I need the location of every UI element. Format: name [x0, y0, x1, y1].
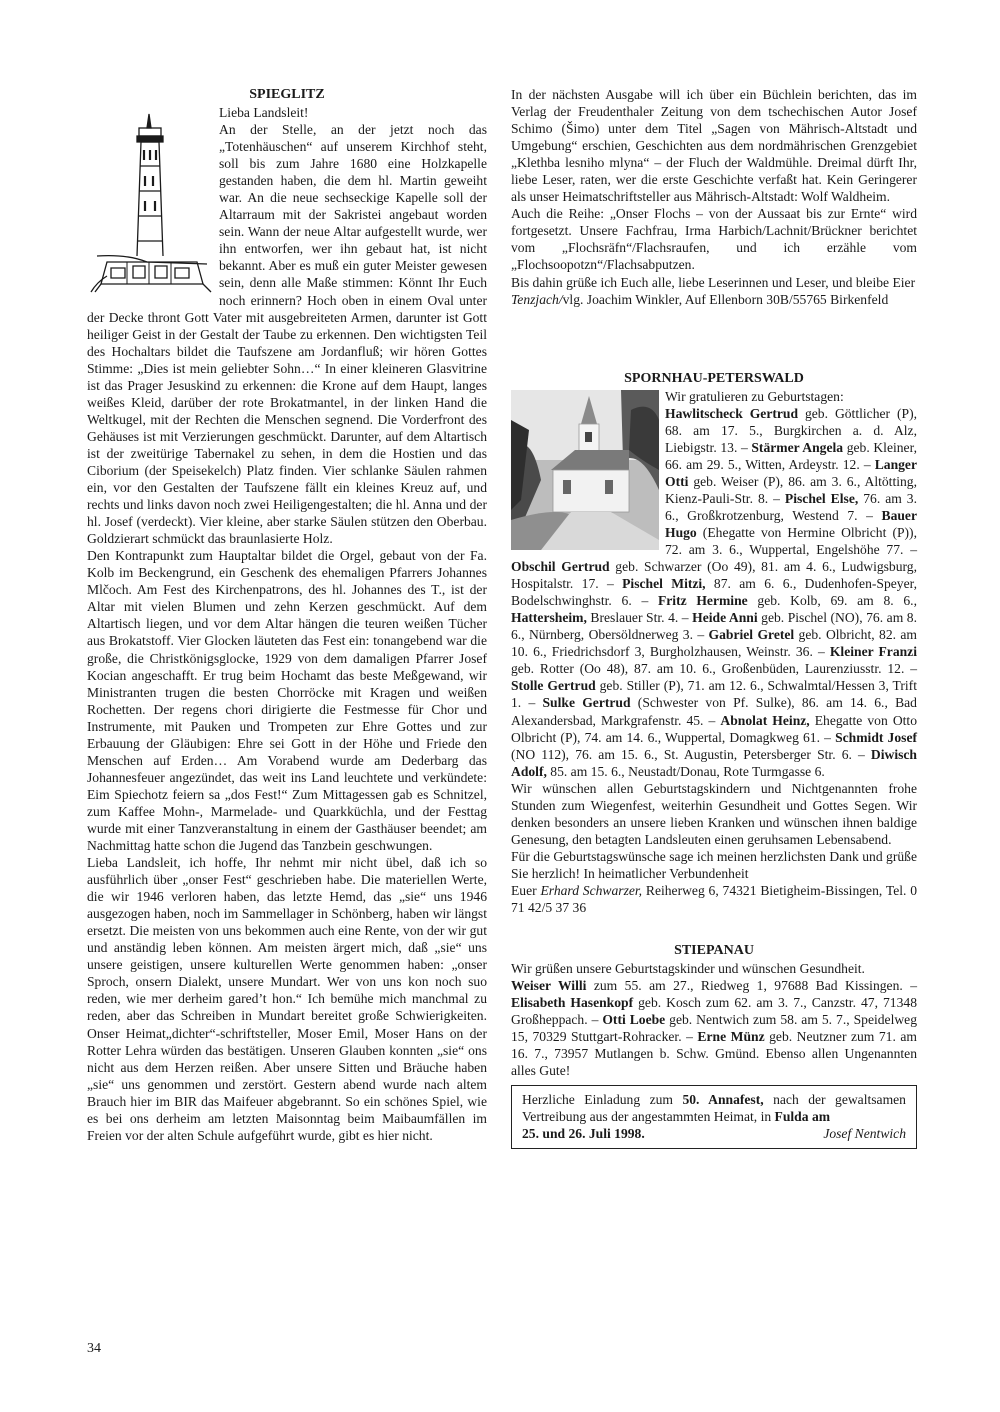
birthday-details: geb. Olbricht, 82. am 10. 6., Friedrichsdorf 3, Burgholzhausen, Weinstr. 36. – — [511, 627, 917, 660]
birthday-name: Kleiner Franzi — [829, 644, 917, 660]
birthday-details: (Schwester von Pf. Sulke), 86. am 14. 6., Bad Alexandersbad, Markgrafenstr. 45. – — [511, 695, 917, 728]
spieglitz-greeting: Lieba Landsleit! — [219, 105, 309, 120]
birthday-name: Sulke Gertrud — [542, 695, 631, 711]
birthday-name: Abnolat Heinz, — [720, 712, 810, 728]
birthday-name: Heide Anni — [692, 610, 758, 626]
church-photo-icon — [511, 390, 659, 550]
right-column — [511, 86, 917, 1149]
section-gap — [511, 308, 917, 370]
spieglitz-signature-name: Tenzjach/ — [511, 291, 563, 307]
spornhau-thanks: Für die Geburtstagswünsche sage ich meinen herzlichsten Dank und grüße Sie herzlich! In heimatlicher Verbundenheit — [511, 848, 917, 881]
page-number: 34 — [87, 1341, 101, 1356]
birthday-details: geb. Weiser (P), 86. am 3. 6., Altötting, Kienz-Pauli-Str. 8. – — [665, 473, 917, 506]
stiepanau-intro: Wir grüßen unsere Geburtstagskinder und wünschen Gesundheit. — [511, 961, 865, 977]
spieglitz-signature — [511, 291, 917, 308]
notice-signature: Josef Nentwich — [823, 1126, 906, 1142]
notice-footer — [522, 1125, 906, 1142]
birthday-details: (NO 112), 76. am 15. 6., St. Augustin, Petersberger Str. 6. – — [511, 746, 871, 762]
notice-text-2: nach der gewaltsamen Vertreibung aus der angestammten Heimat, in — [522, 1092, 906, 1125]
spieglitz-paragraph-1: An der Stelle, an der jetzt noch das „Totenhäuschen“ auf unserem Kirchhof steht, soll bis zum Jahre 1680 eine Holzkapelle gestanden haben, die dem hl. Martin geweiht war. An die neue sechseckige Kapelle soll der Altarraum mit der Sakristei angebaut worden sein. Wann der neue Altar aufgestellt wurde, wer ihn entworfen, wer ihn gebaut hat, ist nicht bekannt. Aber es muß ein guter Meister gewesen sein, denn alle Maße stimmen: Könnt Ihr Euch noch erinnern? Hoch oben in einem Oval unter der Decke thront Gott Vater mit ausgebreiteten Armen, darunter ist Gott heiliger Geist in der Gestalt der Taube zu erkennen. Den wichtigsten Teil des Hochaltars bildet die Taufszene am Jordanfluß; wir hören Gottes Stimme: „Dies ist mein geliebter Sohn…“ In einer kleineren Glasvitrine ist das Prager Jesuskind zu erkennen: die Krone auf dem Haupt, langes weißes Kleid, darüber der rote Brokatmantel, in der linken Hand die Weltkugel, mit der Rechten die Menschen segnend. Die Vorderfront des Gehäuses ist mit Verzierungen geschmückt. Darunter, auf dem Altartisch ist der zweitürige Tabernakel zu sehen, in dem die Hostien und das Ciborium (der Speisekelch) Platz finden. Vier schlanke Säulen rahmen ein, vor den Gestalten der Taufszene fällt ein kleines Kreuz auf, und rechts und links davon noch zwei Heiligengestalten; die hl. Anna und der hl. Josef (verdeckt). Vier kleine, aber starke Säulen stützen den Oberbau. Goldzierart schmückt das braunlasierte Holz. — [87, 122, 487, 547]
annafest-notice — [511, 1085, 917, 1149]
birthday-details: Breslauer Str. 4. – — [586, 610, 693, 626]
spornhau-signature-address: Reiherweg 6, 74321 Bietigheim-Bissingen, Tel. 0 71 42/5 37 36 — [511, 882, 917, 916]
birthday-details: geb. Kleiner, 66. am 29. 5., Witten, Ardeystr. 12. – — [665, 439, 917, 472]
birthday-details: geb. Schwarzer (Oo 49), 81. am 4. 6., Ludwigsburg, Hospitalstr. 17. – — [511, 559, 918, 592]
notice-event: 50. Annafest, — [682, 1092, 764, 1108]
birthday-name: Elisabeth Hasenkopf — [511, 995, 634, 1011]
spieglitz-paragraph-5: Auch die Reihe: „Onser Flochs – von der Aussaat bis zur Ernte“ wird fortgesetzt. Unsere Fachfrau, Irma Harbich/Lachnit/Brückner berichtet vom „Flochsräfn“/Flachsraufen, und ich erzähle vom „Flochsoopotzn“/Flachsabputzen. — [511, 206, 917, 273]
notice-date: 25. und 26. Juli 1998. — [522, 1126, 645, 1142]
birthday-name: Pischel Else, — [784, 490, 859, 506]
notice-text-1: Herzliche Einladung zum — [522, 1092, 683, 1108]
spieglitz-signature-address: vlg. Joachim Winkler, Auf Ellenborn 30B/55765 Birkenfeld — [562, 291, 889, 307]
birthday-name: Hattersheim, — [511, 610, 587, 626]
birthday-name: Langer Otti — [665, 456, 917, 489]
birthday-details: geb. Göttlicher (P), 68. am 17. 5., Burgkirchen a. d. Alz, Liebigstr. 13. – — [665, 405, 917, 455]
birthday-details: geb. Neutzner zum 71. am 16. 7., 73957 Mutlangen b. Schw. Gmünd. Ebenso allen Ungenannten alles Gute! — [511, 1029, 917, 1079]
heading-stiepanau: STIEPANAU — [674, 943, 754, 959]
spieglitz-paragraph-2: Den Kontrapunkt zum Hauptaltar bildet die Orgel, gebaut von der Fa. Kolb im Beckengrund, ein Geschenk des ehemaligen Pfarrers Johannes Mlčoch. Am Fest des Kirchenpatrons, des hl. Johannes des T., ist der Altar mit vielen Blumen und zehn Kerzen geschmückt. Auf dem Altartisch liegen, und vor dem Altar hängen die teuren weißen Tücher aus Brokatstoff. Vier Glocken läuteten das Fest ein: tonangebend war die große, die Christkönigsglocke, 1929 von dem damaligen Pfarrer Josef Kocian angeschafft. Er trug beim Hochamt das beste Meßgewand, wir Ministranten trugen die besten Chorröcke mit Kragen und weißen Rochetten. Der regens chori dirigierte die Festmesse für Chor und Instrumente, mit Pauken und Trompeten zur Ehre Gottes und zur Erbauung der Gläubigen: Ehre sei Gott in der Höhe und Friede den Menschen auf Erden… Am Vorabend wurde am Dederbarg das Johannesfeuer angezündet, das weit ins Land leuchtete und verkündete: Eim Spiechotz feiern sa „dos Fest!“ Zum Mittagessen gab es Schnitzel, zum Kaffee Mohn-, Marmelade- und Quarkküchla, und der Festtag wurde mit einer Tanzveranstaltung in einem der Gasthäuser beendet; am Nachmittag hatte schon die Jugend das Tanzbein geschwungen. — [87, 548, 487, 854]
birthday-name: Otti Loebe — [602, 1012, 666, 1028]
birthday-name: Fritz Hermine — [657, 593, 748, 609]
birthday-name: Hawlitscheck Gertrud — [665, 405, 799, 421]
spornhau-signature-prefix: Euer — [511, 882, 541, 898]
heading-spornhau-peterswald: SPORNHAU-PETERSWALD — [624, 370, 804, 386]
tower-illustration-icon — [87, 106, 213, 293]
birthday-name: Weiser Willi — [511, 978, 587, 994]
birthday-name: Stolle Gertrud — [511, 678, 596, 694]
stiepanau-birthday-list — [511, 977, 917, 1079]
birthday-details: geb. Kosch zum 62. am 3. 7., Canzstr. 47, 71348 Großheppach. – — [511, 995, 917, 1028]
spornhau-signature — [511, 882, 917, 916]
spieglitz-paragraph-3: Lieba Landsleit, ich hoffe, Ihr nehmt mir nicht übel, daß ich so ausführlich über „onser Fest“ geschrieben habe. Die materiellen Werte, die wir 1946 verloren haben, das letzte Hemd, das „sie“ uns 1946 ausgezogen haben, noch im Sammellager in Schönberg, haben wir längst ersetzt. Die meisten von uns bekommen auch eine Rente, von der wir gut und anständig leben können. Am meisten ärgert mich, daß „sie“ uns unsere geistigen, unsere kulturellen Werte genommen haben: „onser Sproch, onsern Dialekt, unsere Mundart. Wer von uns kon noch suo reden, wie mer derheim gared’t hon.“ Ich bemühe mich manchmal zu reden, aber das Schreiben in Mundart bereitet große Schwierigkeiten. Onser Heimat„dichter“-schriftsteller, Moser Emil, Moser Hans on der Rotter Lehra würden das bestätigen. Unseren Glauben konnten „sie“ ons nicht aus dem Herzen reißen. Aber unsere Sitten und Bräuche haben „sie“ uns genommen und zerstört. Gestern abend wurde nach altem Brauch hier im BIR das Maifeuer abgebrannt. So ein schönes Spiel, wie es bei ons derheim am letzten Maisonntag beim Maibaumfällen im Freien vor der alten Schule aufgeführt wurde, gibt es hier nicht. — [87, 855, 487, 1143]
birthday-details: geb. Stiller (P), 71. am 12. 6., Schwalmtal/Hessen 3, Trift 1. – — [511, 678, 917, 711]
heading-spieglitz: SPIEGLITZ — [249, 87, 325, 102]
left-column — [87, 86, 487, 1144]
birthday-details: zum 55. am 27., Riedweg 1, 97688 Bad Kissingen. – — [586, 978, 917, 994]
spornhau-signature-name: Erhard Schwarzer, — [540, 882, 643, 898]
spornhau-wishes: Wir wünschen allen Geburtstagskindern und Nichtgenannten frohe Stunden zum Wiegenfest, weiterhin Gesundheit und Gottes Segen. Wir denken besonders an unsere lieben Kranken und wünschen ihnen baldige Genesung, den betagten Landsleuten einen geruhsamen Lebensabend. — [511, 780, 917, 847]
birthday-details: geb. Nentwich zum 58. am 5. 7., Speidelweg 15, 70329 Stuttgart-Rohracker. – — [511, 1012, 918, 1045]
birthday-details: geb. Rotter (Oo 48), 87. am 10. 6., Großenbüden, Laurenziusstr. 12. – — [511, 661, 917, 677]
birthday-name: Schmidt Josef — [835, 729, 917, 745]
birthday-details: Ehegatte von Otto Olbricht (P), 74. am 14. 6., Wuppertal, Domagkweg 61. – — [511, 712, 918, 745]
spornhau-intro: Wir gratulieren zu Geburtstagen: — [665, 388, 844, 404]
birthday-name: Obschil Gertrud — [511, 559, 610, 575]
birthday-name: Gabriel Gretel — [708, 627, 795, 643]
birthday-details: (Ehegatte von Hermine Olbricht (P)), 72. am 3. 6., Wuppertal, Engelshöhe 77. – — [665, 524, 917, 558]
birthday-details: 76. am 3. 6., Großkrotzenburg, Westend 7. – — [665, 490, 917, 523]
birthday-name: Pischel Mitzi, — [622, 576, 706, 592]
birthday-name: Bauer Hugo — [665, 507, 917, 540]
spieglitz-paragraph-6: Bis dahin grüße ich Euch alle, liebe Leserinnen und Leser, und bleibe Eier — [511, 274, 916, 290]
notice-location: Fulda am — [774, 1109, 831, 1125]
spieglitz-paragraph-4: In der nächsten Ausgabe will ich über ein Büchlein berichten, das im Verlag der Freudenthaler Zeitung von dem tschechischen Autor Josef Schimo (Šimo) unter dem Titel „Sagen von Mährisch-Altstadt und Umgebung“ erschien, Geschichten aus dem nordmährischen Grenzgebiet „Klethba lesniho mlyna“ – der Fluch der Waldmühle. Dreimal dürft Ihr, liebe Leser, raten, wer die erste Geschichte verfaßt hat. Kein Geringerer als unser Heimatschriftsteller aus Mährisch-Altstadt: Wolf Waldheim. — [511, 87, 917, 205]
birthday-details: geb. Pischel (NO), 76. am 8. 6., Nürnberg, Obersöldnerweg 3. – — [511, 610, 917, 643]
section-gap — [511, 916, 917, 942]
birthday-name: Erne Münz — [697, 1029, 765, 1045]
birthday-details: geb. Kolb, 69. am 8. 6., — [747, 593, 917, 609]
birthday-name: Stärmer Angela — [751, 439, 844, 455]
birthday-name: Diwisch Adolf, — [511, 746, 917, 779]
birthday-details: 87. am 6. 6., Dudenhofen-Speyer, Bodelschwinghstr. 6. – — [511, 576, 918, 609]
birthday-details: 85. am 15. 6., Neustadt/Donau, Rote Turmgasse 6. — [546, 763, 825, 779]
